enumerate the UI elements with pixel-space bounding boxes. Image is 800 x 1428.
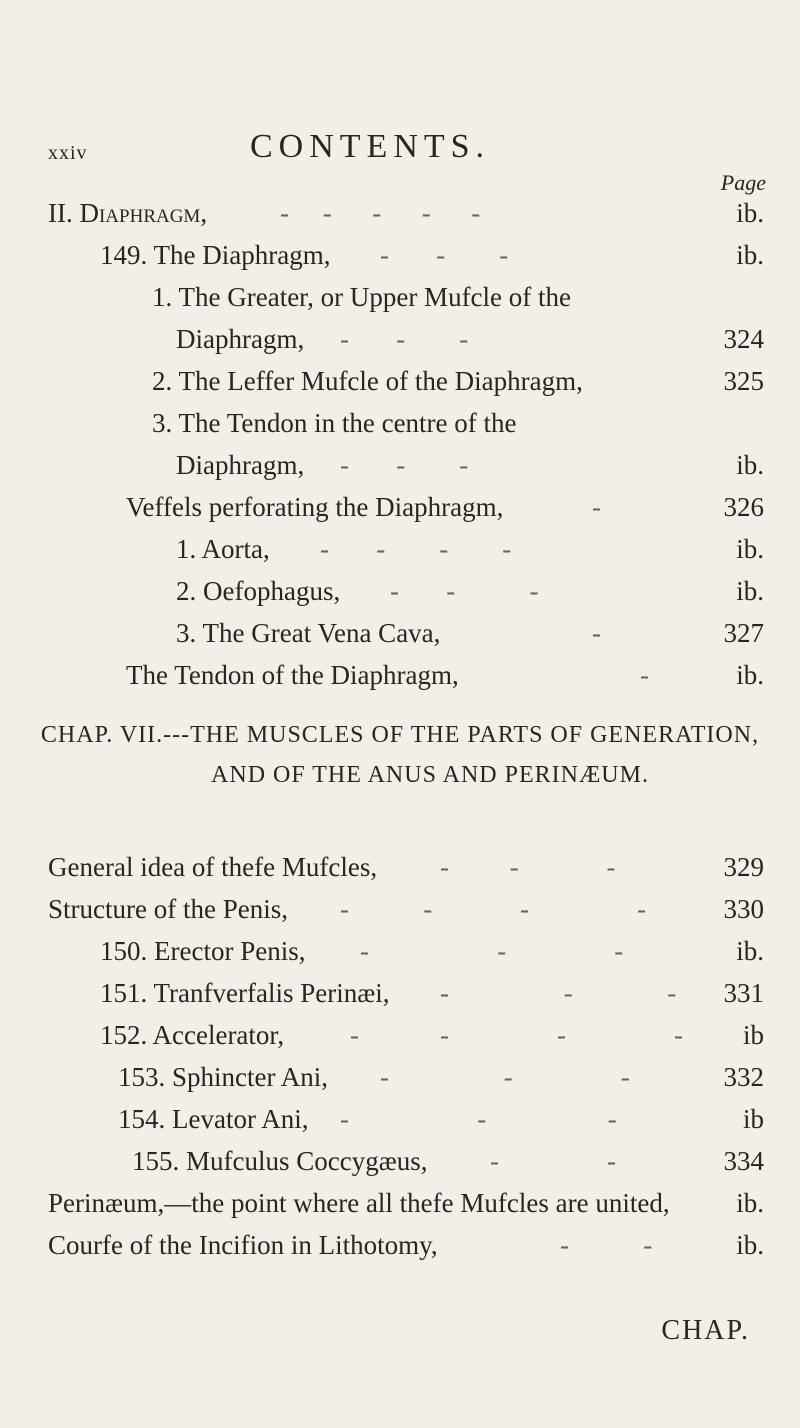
toc-page-number: 332 xyxy=(723,1062,764,1092)
dot-leader: - - - xyxy=(340,324,469,354)
toc-entry-text: 154. Levator Ani, xyxy=(118,1104,309,1134)
toc-entry xyxy=(0,408,800,448)
catchword: CHAP. xyxy=(661,1315,750,1346)
dot-leader: - - - xyxy=(380,1062,630,1092)
toc-page-number: ib. xyxy=(736,936,764,966)
toc-entry xyxy=(0,1188,800,1228)
dot-leader: - - - xyxy=(340,450,469,480)
toc-page-number: 331 xyxy=(723,978,764,1008)
toc-page-number: 326 xyxy=(723,492,764,522)
toc-entry-text: Veffels perforating the Diaphragm, xyxy=(126,492,504,522)
toc-entry xyxy=(0,978,800,1018)
toc-entry xyxy=(0,1020,800,1060)
toc-entry xyxy=(0,576,800,616)
toc-entry xyxy=(0,324,800,364)
running-head: CONTENTS. xyxy=(250,128,491,165)
toc-entry xyxy=(0,282,800,322)
toc-entry-text: 149. The Diaphragm, xyxy=(100,240,331,270)
dot-leader: - - - xyxy=(440,978,677,1008)
toc-page-number: 334 xyxy=(723,1146,764,1176)
toc-entry xyxy=(0,1062,800,1102)
toc-page-number: 330 xyxy=(723,894,764,924)
toc-entry xyxy=(0,894,800,934)
toc-entry xyxy=(0,450,800,490)
toc-page-number: 325 xyxy=(723,366,764,396)
dot-leader: - xyxy=(592,618,601,648)
toc-entry xyxy=(0,534,800,574)
toc-page-number: ib. xyxy=(736,240,764,270)
toc-page-number: ib. xyxy=(736,1230,764,1260)
toc-entry-text: Diaphragm, xyxy=(176,324,305,354)
toc-entry-text: 3. The Great Vena Cava, xyxy=(176,618,441,648)
toc-entry-text: 3. The Tendon in the centre of the xyxy=(152,408,517,438)
toc-entry xyxy=(0,1230,800,1270)
folio-number: xxiv xyxy=(48,142,88,164)
toc-page-number: ib. xyxy=(736,534,764,564)
dot-leader: - - - xyxy=(360,936,624,966)
toc-page-number: 329 xyxy=(723,852,764,882)
page-column-label: Page xyxy=(720,170,766,195)
toc-entry-text: 155. Mufculus Coccygæus, xyxy=(132,1146,428,1176)
dot-leader: - - - xyxy=(340,1104,617,1134)
dot-leader: - - - - xyxy=(350,1020,683,1050)
toc-page-number: 327 xyxy=(723,618,764,648)
toc-entry xyxy=(0,852,800,892)
toc-entry-text: Perinæum,—the point where all thefe Mufcles are united, xyxy=(48,1188,670,1218)
toc-entry-text: II. Diaphragm, xyxy=(48,198,208,228)
dot-leader: - - - xyxy=(390,576,539,606)
toc-page-number: ib. xyxy=(736,450,764,480)
toc-entry xyxy=(0,1104,800,1144)
dot-leader: - - - - xyxy=(340,894,646,924)
chapter-subtitle: AND OF THE ANUS AND PERINÆUM. xyxy=(211,762,649,788)
toc-entry xyxy=(0,660,800,700)
toc-entry-text: 2. The Leffer Mufcle of the Diaphragm, xyxy=(152,366,583,396)
toc-entry-text: The Tendon of the Diaphragm, xyxy=(126,660,459,690)
toc-entry-text: General idea of thefe Mufcles, xyxy=(48,852,378,882)
toc-page-number: 324 xyxy=(723,324,764,354)
toc-entry-text: Courfe of the Incifion in Lithotomy, xyxy=(48,1230,438,1260)
toc-entry xyxy=(0,492,800,532)
toc-entry xyxy=(0,198,800,238)
toc-page-number: ib xyxy=(742,1020,764,1050)
toc-page-number: ib. xyxy=(736,198,764,228)
toc-entry-text: Structure of the Penis, xyxy=(48,894,288,924)
dot-leader: - xyxy=(640,660,649,690)
toc-entry-text: 153. Sphincter Ani, xyxy=(118,1062,328,1092)
dot-leader: - - - xyxy=(380,240,509,270)
toc-entry-text: Diaphragm, xyxy=(176,450,305,480)
toc-entry-text: 152. Accelerator, xyxy=(100,1020,285,1050)
toc-entry-text: 151. Tranfverfalis Perinæi, xyxy=(100,978,390,1008)
toc-entry xyxy=(0,618,800,658)
dot-leader: - - - - - xyxy=(280,198,481,228)
dot-leader: - - - - xyxy=(320,534,512,564)
toc-entry xyxy=(0,366,800,406)
toc-entry xyxy=(0,1146,800,1186)
dot-leader: - - xyxy=(560,1230,653,1260)
toc-page-number: ib. xyxy=(736,660,764,690)
toc-entry-text: 1. Aorta, xyxy=(176,534,270,564)
dot-leader: - - xyxy=(490,1146,616,1176)
dot-leader: - xyxy=(592,492,601,522)
toc-entry-text: 150. Erector Penis, xyxy=(100,936,306,966)
toc-entry xyxy=(0,936,800,976)
toc-entry xyxy=(0,240,800,280)
toc-page-number: ib. xyxy=(736,1188,764,1218)
chapter-title: CHAP. VII.---THE MUSCLES OF THE PARTS OF GENERATION, xyxy=(40,722,760,748)
toc-page-number: ib. xyxy=(736,576,764,606)
toc-page-number: ib xyxy=(742,1104,764,1134)
dot-leader: - - - xyxy=(440,852,616,882)
toc-entry-text: 1. The Greater, or Upper Mufcle of the xyxy=(152,282,572,312)
toc-entry-text: 2. Oefophagus, xyxy=(176,576,341,606)
